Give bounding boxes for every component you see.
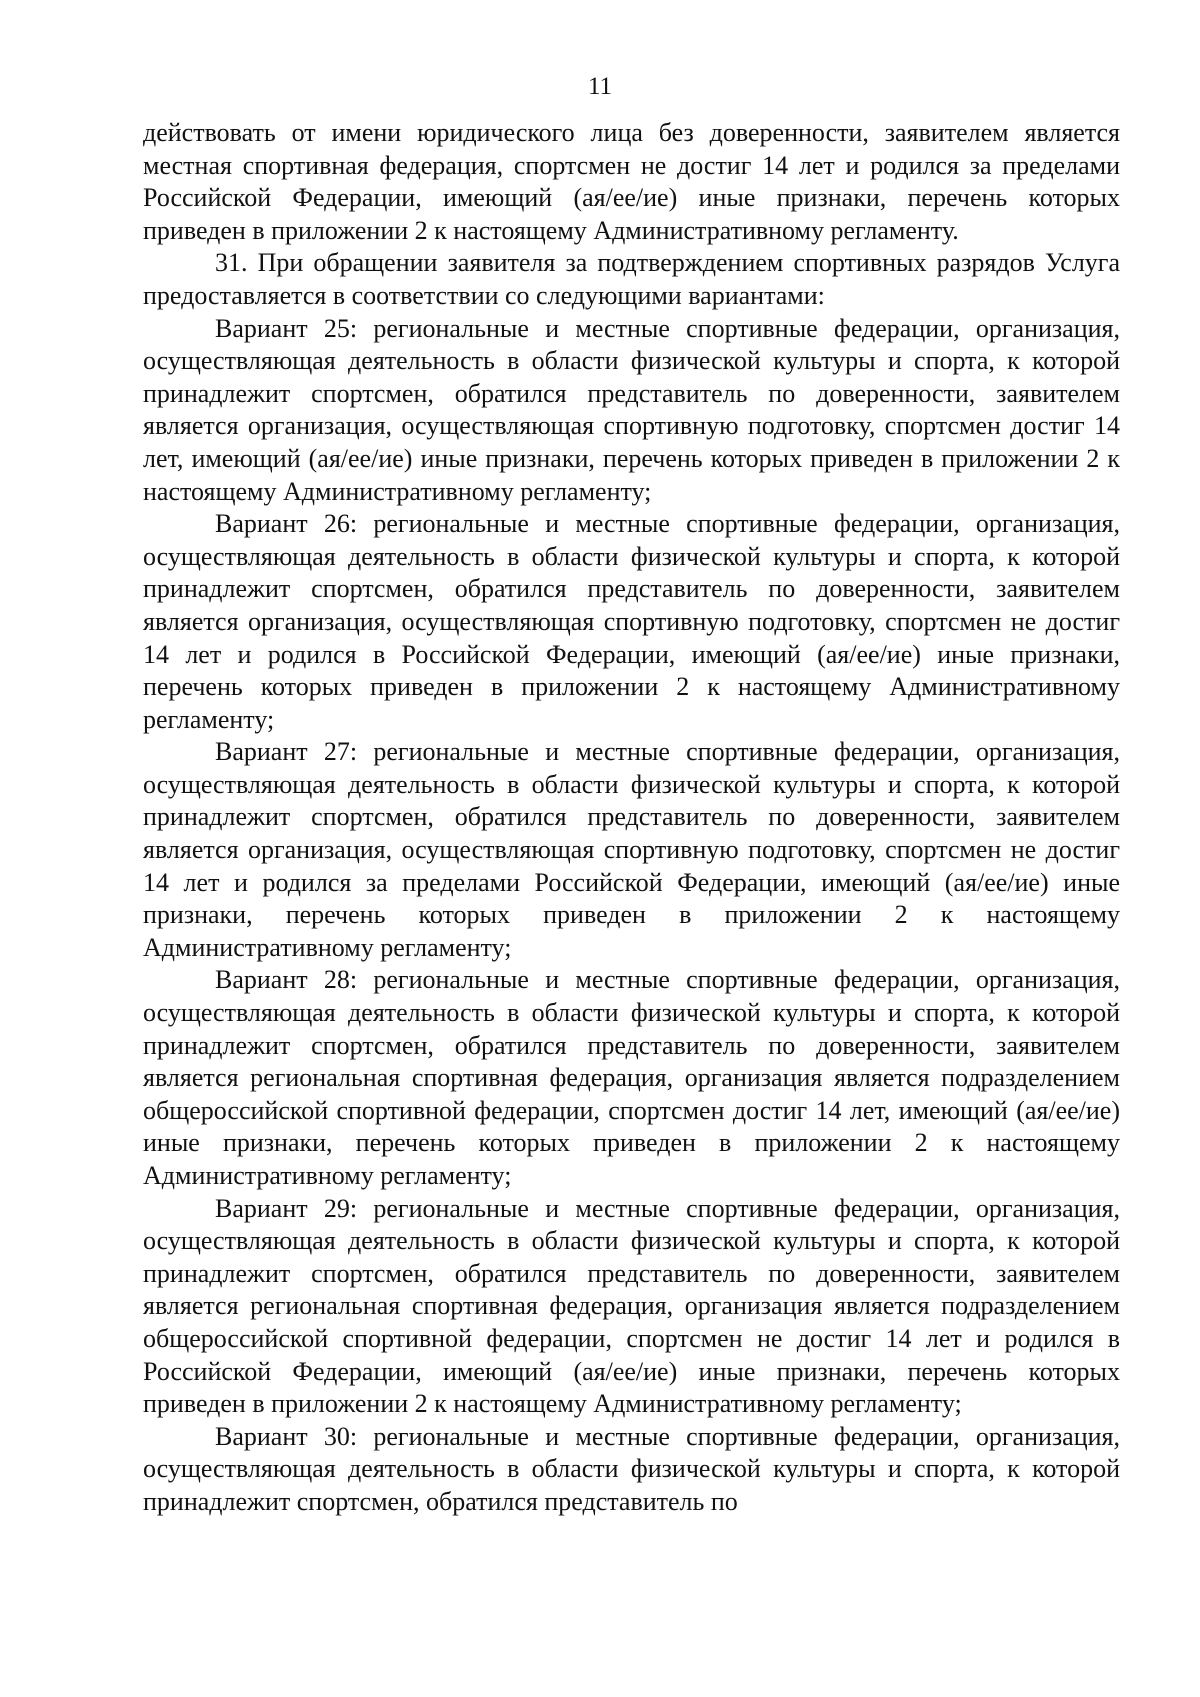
page-number: 11: [587, 73, 613, 100]
paragraph-variant-27: Вариант 27: региональные и местные спортивные федерации, организация, осуществляющая деятельность в области физической культуры и спорта, к которой принадлежит спортсмен, обратился представитель по доверенности, заявителем является организация, осуществляющая спортивную подготовку, спортсмен не достиг 14 лет и родился за пределами Российской Федерации, имеющий (ая/ее/ие) иные признаки, перечень которых приведен в приложении 2 к настоящему Административному регламенту;: [143, 737, 1120, 962]
paragraph-continuation: действовать от имени юридического лица без доверенности, заявителем является местная спортивная федерация, спортсмен не достиг 14 лет и родился за пределами Российской Федерации, имеющий (ая/ее/ие) иные признаки, перечень которых приведен в приложении 2 к настоящему Административному регламенту.: [143, 118, 1120, 245]
paragraph-variant-30: Вариант 30: региональные и местные спортивные федерации, организация, осуществляющая деятельность в области физической культуры и спорта, к которой принадлежит спортсмен, обратился представитель по: [143, 1421, 1120, 1516]
paragraph-variant-28: Вариант 28: региональные и местные спортивные федерации, организация, осуществляющая деятельность в области физической культуры и спорта, к которой принадлежит спортсмен, обратился представитель по доверенности, заявителем является региональная спортивная федерация, организация является подразделением общероссийской спортивной федерации, спортсмен достиг 14 лет, имеющий (ая/ее/ие) иные признаки, перечень которых приведен в приложении 2 к настоящему Административному регламенту;: [143, 965, 1120, 1190]
document-body: [143, 117, 1120, 1519]
paragraph-variant-25: Вариант 25: региональные и местные спортивные федерации, организация, осуществляющая деятельность в области физической культуры и спорта, к которой принадлежит спортсмен, обратился представитель по доверенности, заявителем является организация, осуществляющая спортивную подготовку, спортсмен достиг 14 лет, имеющий (ая/ее/ие) иные признаки, перечень которых приведен в приложении 2 к настоящему Административному регламенту;: [143, 313, 1120, 506]
paragraph-item-31: 31. При обращении заявителя за подтверждением спортивных разрядов Услуга предоставляется в соответствии со следующими вариантами:: [143, 248, 1120, 310]
paragraph-variant-26: Вариант 26: региональные и местные спортивные федерации, организация, осуществляющая деятельность в области физической культуры и спорта, к которой принадлежит спортсмен, обратился представитель по доверенности, заявителем является организация, осуществляющая спортивную подготовку, спортсмен не достиг 14 лет и родился в Российской Федерации, имеющий (ая/ее/ие) иные признаки, перечень которых приведен в приложении 2 к настоящему Административному регламенту;: [143, 509, 1120, 734]
paragraph-variant-29: Вариант 29: региональные и местные спортивные федерации, организация, осуществляющая деятельность в области физической культуры и спорта, к которой принадлежит спортсмен, обратился представитель по доверенности, заявителем является региональная спортивная федерация, организация является подразделением общероссийской спортивной федерации, спортсмен не достиг 14 лет и родился в Российской Федерации, имеющий (ая/ее/ие) иные признаки, перечень которых приведен в приложении 2 к настоящему Административному регламенту;: [143, 1193, 1120, 1419]
